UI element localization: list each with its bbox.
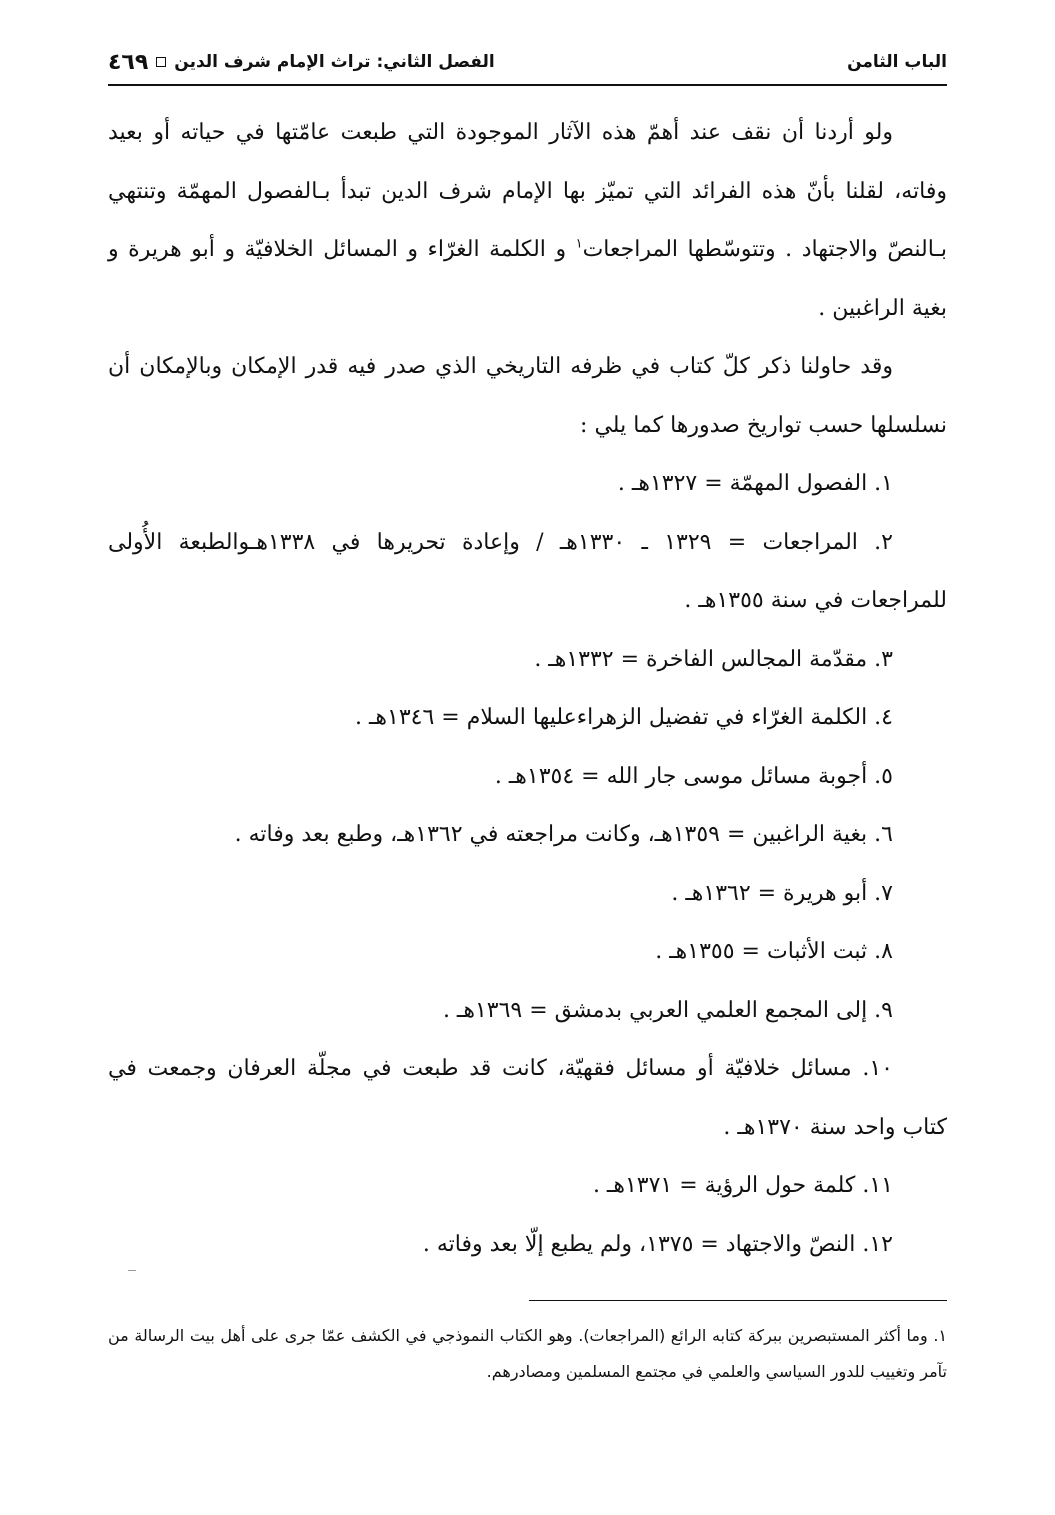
running-header <box>108 40 947 84</box>
list-item-4: ٤. الكلمة الغرّاء في تفضيل الزهراءعليها السلام = ١٣٤٦هـ . <box>354 705 893 730</box>
list-item-10: ١٠. مسائل خلافيّة أو مسائل فقهيّة، كانت قد طبعت في مجلّة العرفان وجمعت في كتاب واحد سنة ١٣٧٠هـ . <box>108 1056 947 1140</box>
footnote-rule <box>529 1300 947 1301</box>
list-item-8: ٨. ثبت الأثبات = ١٣٥٥هـ . <box>655 939 893 964</box>
section-title: الفصل الثاني: تراث الإمام شرف الدين <box>174 52 495 72</box>
footnotes <box>108 1318 947 1390</box>
footnote-reference: ١ <box>575 236 583 252</box>
list-item-9: ٩. إلى المجمع العلمي العربي بدمشق = ١٣٦٩هـ . <box>442 997 893 1023</box>
chapter-title: الباب الثامن <box>847 52 947 72</box>
list-item-11: ١١. كلمة حول الرؤية = ١٣٧١هـ . <box>592 1173 893 1198</box>
paragraph-2: وقد حاولنا ذكر كلّ كتاب في ظرفه التاريخي الذي صدر فيه قدر الإمكان وبالإمكان أن نسلسلها حسب تواريخ صدورها كما يلي : <box>108 354 947 438</box>
square-separator-icon <box>156 57 166 67</box>
list-item-6: ٦. بغية الراغبين = ١٣٥٩هـ، وكانت مراجعته في ١٣٦٢هـ، وطبع بعد وفاته . <box>234 822 893 847</box>
footnote-1: ١. وما أكثر المستبصرين ببركة كتابه الرائع (المراجعات). وهو الكتاب النموذجي في الكشف عمّا جرى على أهل بيت الرسالة من تآمر وتغييب للدور السياسي والعلمي في مجتمع المسلمين ومصادرهم. <box>108 1326 947 1381</box>
list-item-2: ٢. المراجعات = ١٣٢٩ ـ ١٣٣٠هـ / وإعادة تحريرها في ١٣٣٨هـوالطبعة الأُولى للمراجعات في سنة ١٣٥٥هـ . <box>108 529 947 613</box>
list-item-5: ٥. أجوبة مسائل موسى جار الله = ١٣٥٤هـ . <box>494 763 893 789</box>
paragraph-1-end: و الكلمة الغرّاء و المسائل الخلافيّة و أبو هريرة و بغية الراغبين . <box>108 237 947 321</box>
main-text <box>108 104 947 1274</box>
margin-mark <box>128 1270 136 1271</box>
list-item-1: ١. الفصول المهمّة = ١٣٢٧هـ . <box>617 471 893 496</box>
section-and-page <box>108 50 495 75</box>
list-item-3: ٣. مقدّمة المجالس الفاخرة = ١٣٣٢هـ . <box>534 646 893 672</box>
page-number: ٤٦٩ <box>108 49 149 75</box>
header-rule <box>108 84 947 86</box>
list-item-12: ١٢. النصّ والاجتهاد = ١٣٧٥، ولم يطبع إلّا بعد وفاته . <box>422 1231 893 1257</box>
paragraph-1 <box>108 104 947 338</box>
list-item-7: ٧. أبو هريرة = ١٣٦٢هـ . <box>671 880 893 906</box>
paragraph-1-text: ولو أردنا أن نقف عند أهمّ هذه الآثار الموجودة التي طبعت عامّتها في حياته أو بعيد وفاته، لقلنا بأنّ هذه الفرائد التي تميّز بها الإمام شرف الدين تبدأ بـالفصول المهمّة وتنتهي بـالنصّ والاجتهاد . وتتوسّطها المراجعات <box>108 120 947 262</box>
